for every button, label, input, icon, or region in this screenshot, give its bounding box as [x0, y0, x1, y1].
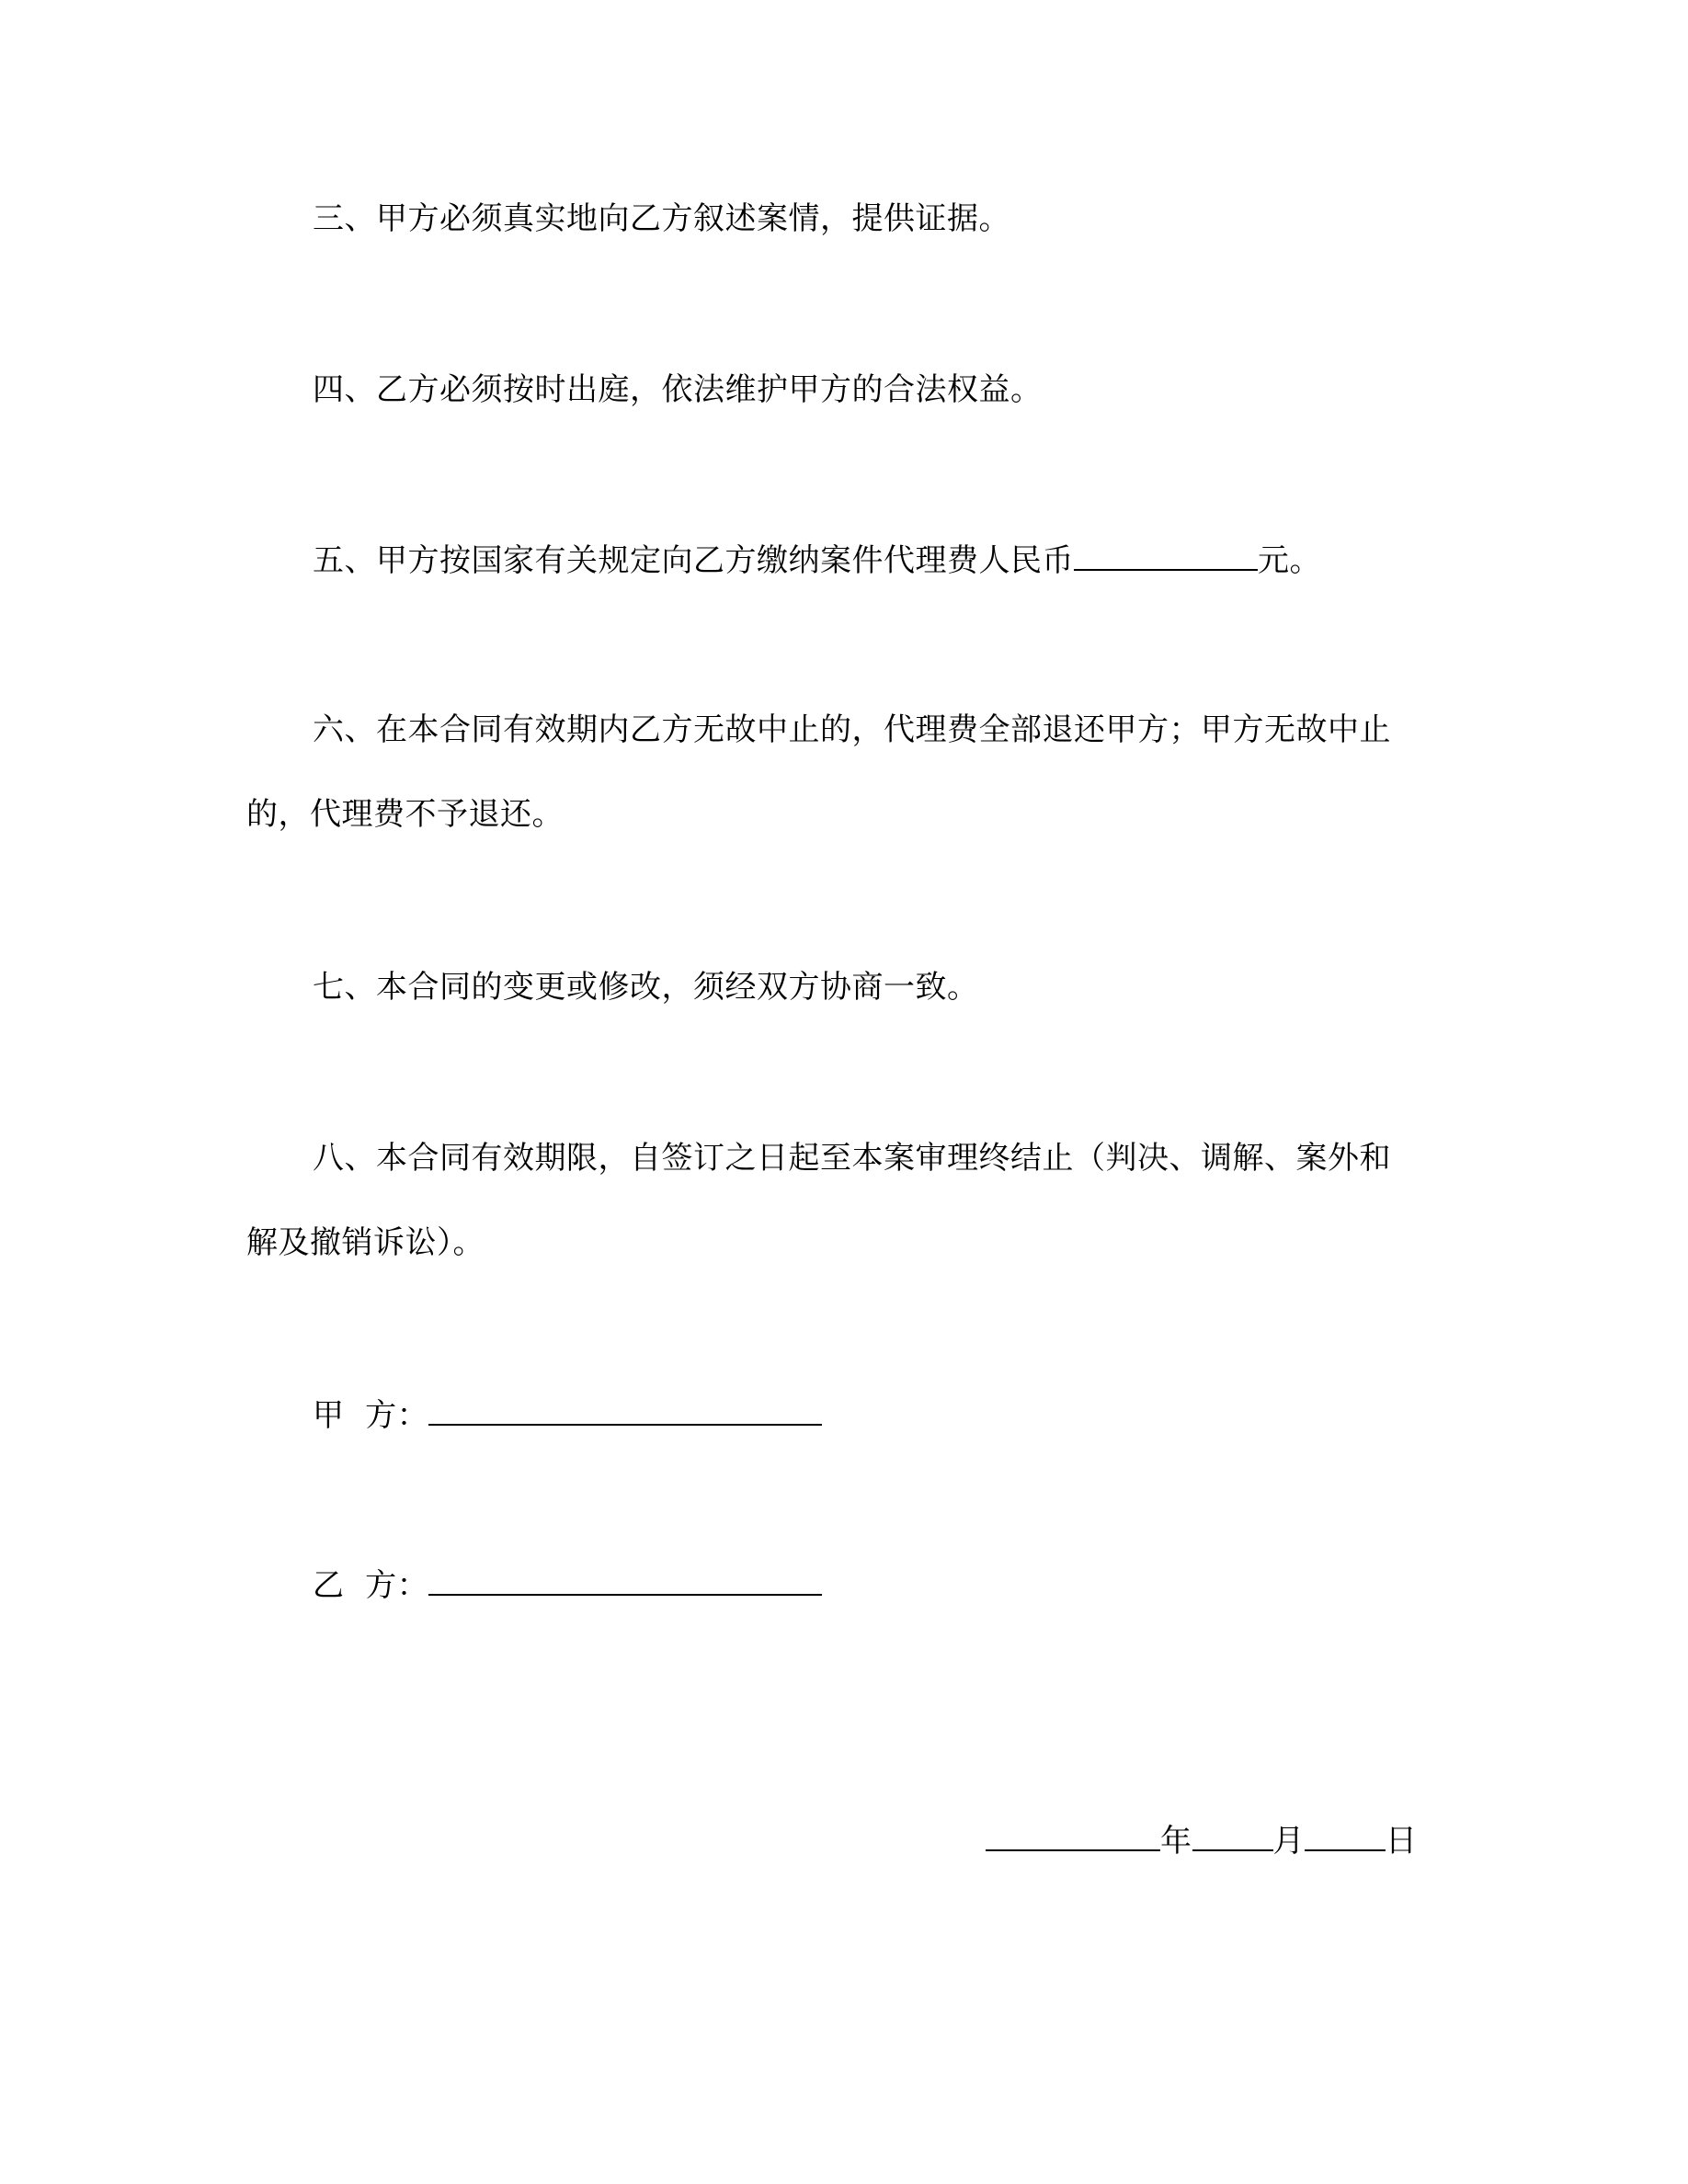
day-blank[interactable] [1305, 1818, 1386, 1851]
clause-3: 三、甲方必须真实地向乙方叙述案情，提供证据。 [313, 200, 1010, 237]
clause-5 [313, 538, 1321, 583]
party-a-signature-blank[interactable] [428, 1393, 822, 1426]
clause-8-line-2: 解及撤销诉讼）。 [246, 1224, 485, 1261]
clause-8-line-1: 八、本合同有效期限，自签订之日起至本案审理终结止（判决、调解、案外和 [313, 1140, 1391, 1177]
year-label: 年 [1160, 1823, 1192, 1860]
clause-5-text: 五、甲方按国家有关规定向乙方缴纳案件代理费人民币 [313, 542, 1074, 579]
clause-7: 七、本合同的变更或修改，须经双方协商一致。 [313, 969, 979, 1006]
party-b-label: 乙 方： [313, 1567, 429, 1604]
clause-6-line-2: 的，代理费不予退还。 [246, 796, 564, 833]
clause-4: 四、乙方必须按时出庭，依法维护甲方的合法权益。 [313, 371, 1043, 408]
day-label: 日 [1386, 1823, 1418, 1860]
year-blank[interactable] [986, 1818, 1160, 1851]
clause-5-unit: 元。 [1258, 542, 1321, 579]
party-b-signature [313, 1563, 822, 1608]
party-a-label: 甲 方： [313, 1397, 429, 1434]
month-label: 月 [1272, 1823, 1305, 1860]
clause-6-line-1: 六、在本合同有效期内乙方无故中止的，代理费全部退还甲方；甲方无故中止 [313, 711, 1391, 748]
fee-amount-blank[interactable] [1074, 538, 1258, 571]
month-blank[interactable] [1192, 1818, 1273, 1851]
party-b-signature-blank[interactable] [428, 1563, 822, 1596]
signing-date [986, 1818, 1418, 1863]
party-a-signature [313, 1393, 822, 1438]
